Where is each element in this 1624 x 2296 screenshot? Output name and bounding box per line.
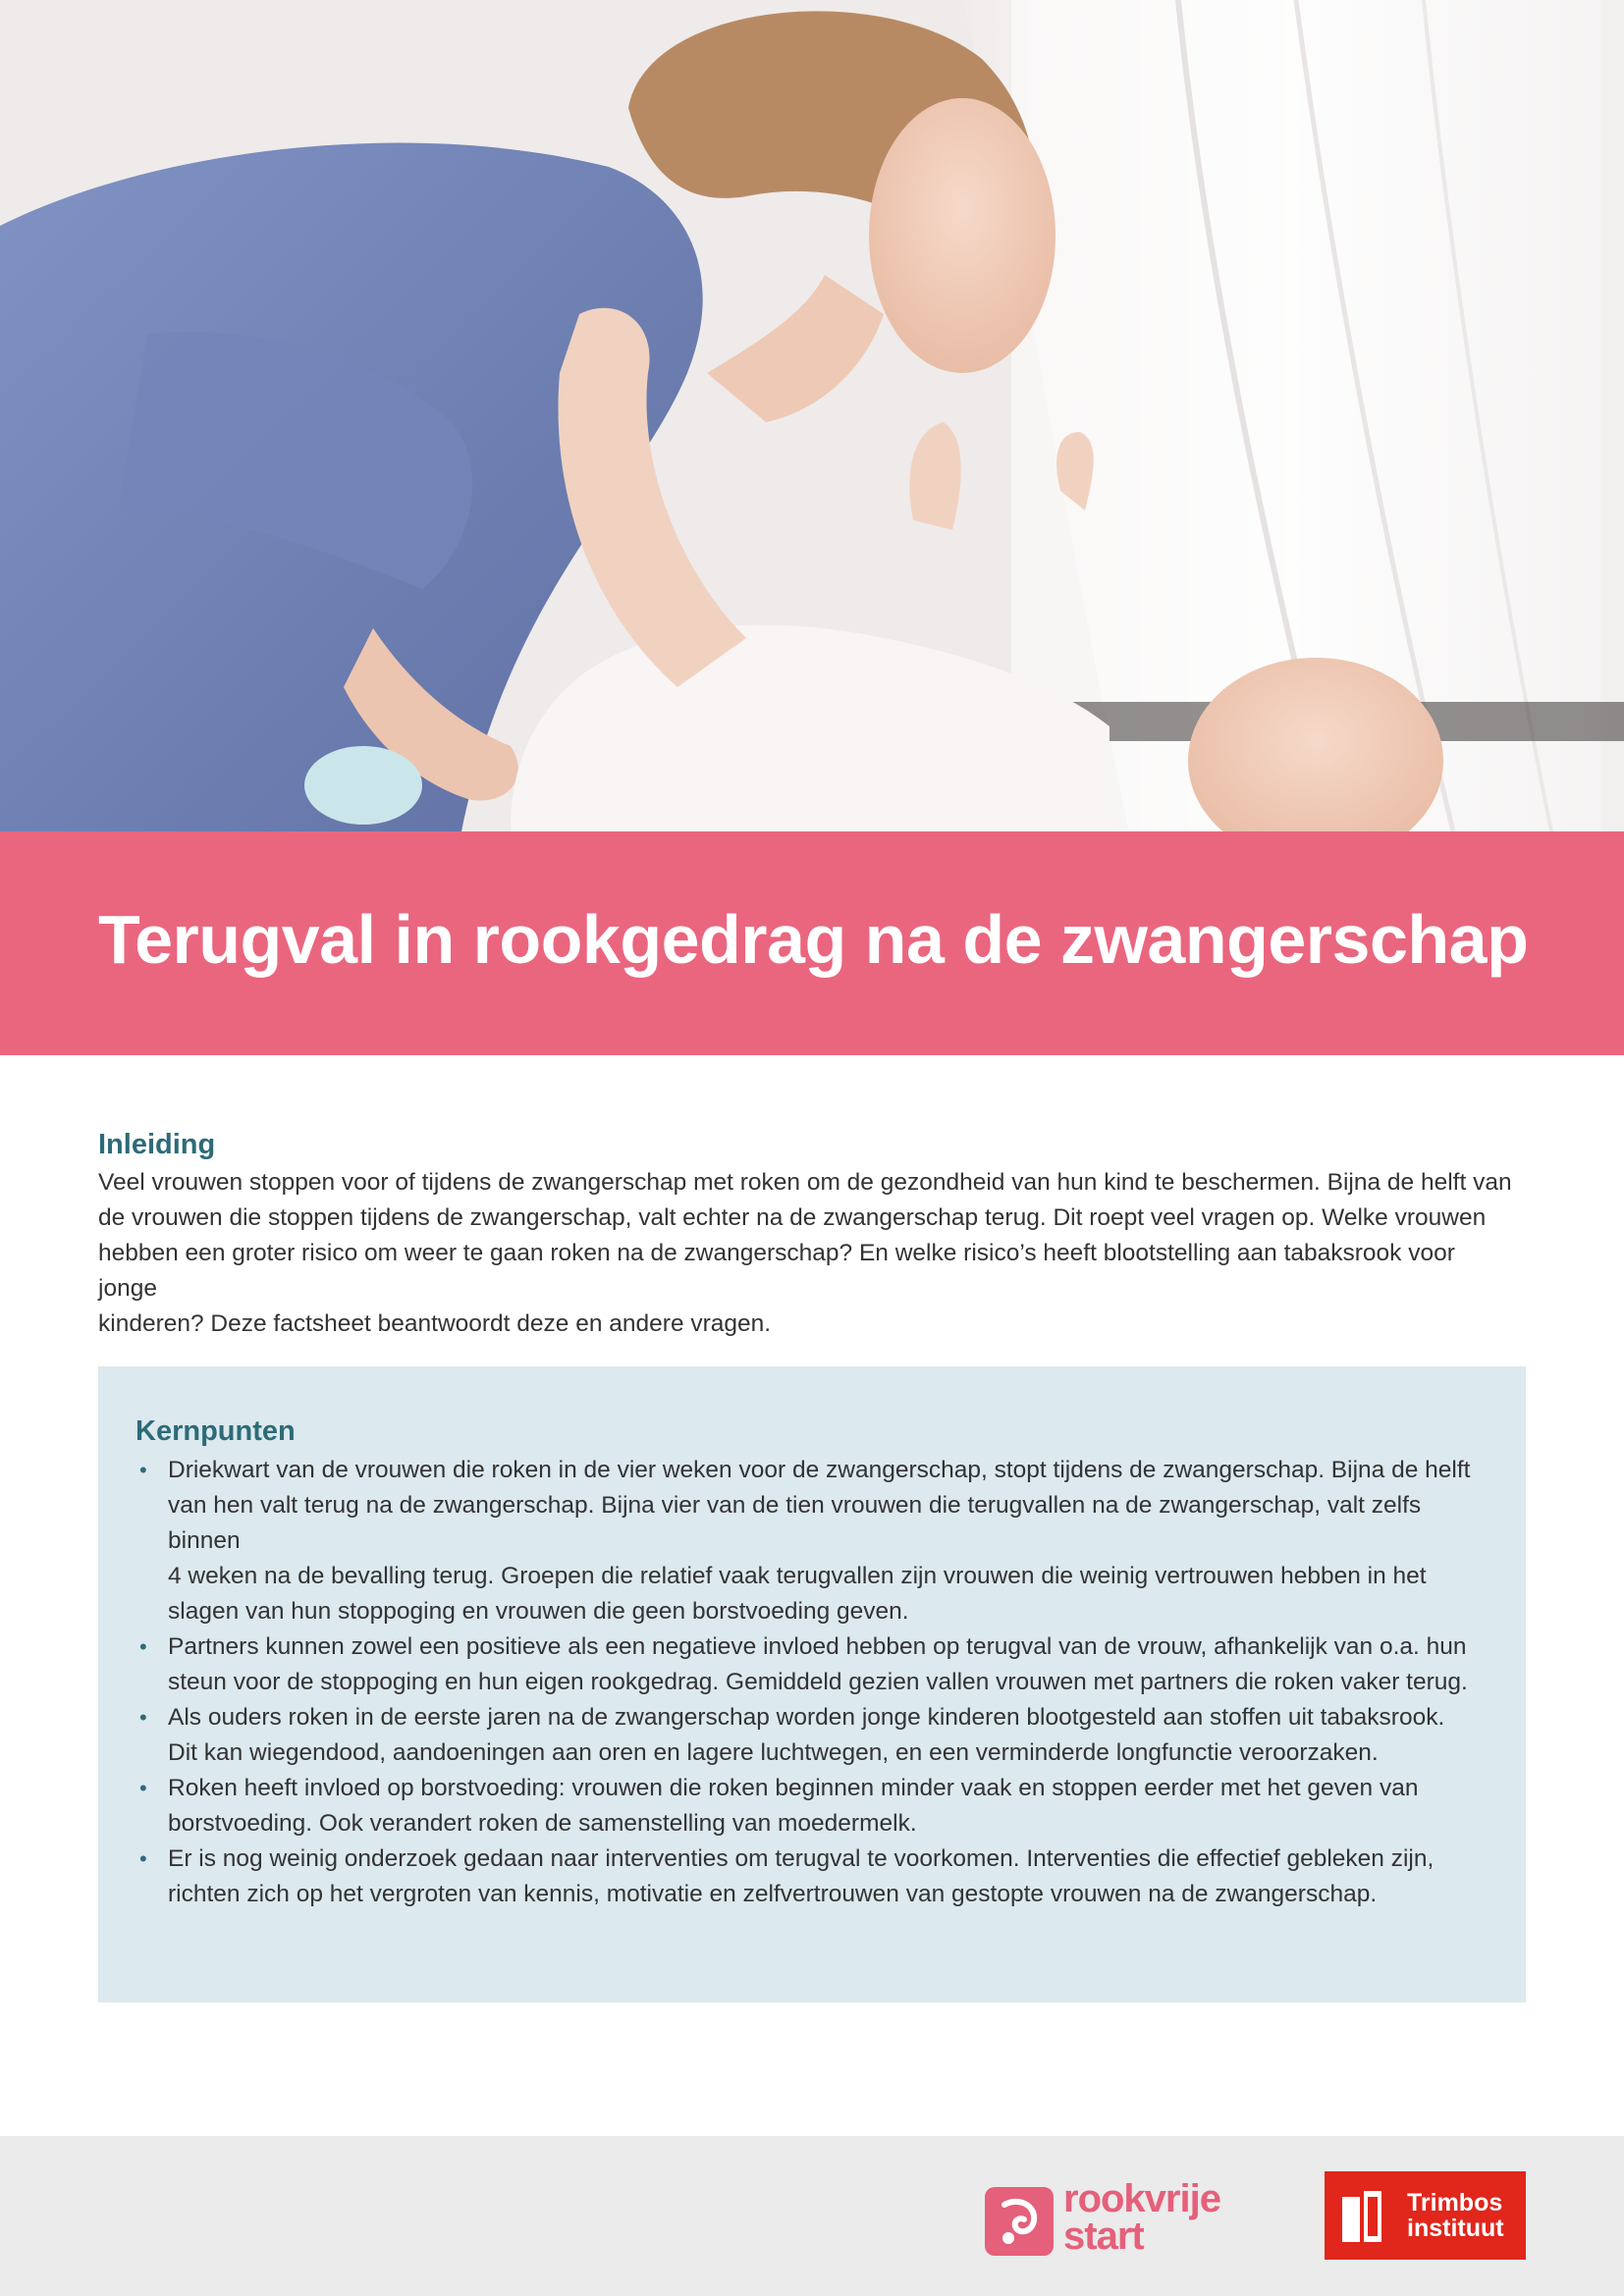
page-title: Terugval in rookgedrag na de zwangerschap xyxy=(98,901,1529,978)
kernpunt-item xyxy=(135,1629,1490,1700)
intro-line: de vrouwen die stoppen tijdens de zwangerschap, valt echter na de zwangerschap terug. Dit roept veel vragen op. Welke vrouwen xyxy=(98,1204,1487,1231)
bullet-icon: • xyxy=(139,1634,147,1659)
intro-section xyxy=(98,1129,1512,1342)
kernpunt-line: van hen valt terug na de zwangerschap. Bijna vier van de tien vrouwen die terugvallen na de zwangerschap, valt zelfs binnen xyxy=(168,1492,1422,1554)
kernpunten-heading: Kernpunten xyxy=(135,1415,296,1447)
kernpunten-box xyxy=(98,1366,1526,2002)
bullet-icon: • xyxy=(139,1458,147,1482)
rookvrije-start-logo xyxy=(985,2179,1260,2258)
start-logo-text: start xyxy=(1063,2215,1144,2258)
kernpunt-item xyxy=(135,1842,1490,1912)
kernpunt-line: Roken heeft invloed op borstvoeding: vrouwen die roken beginnen minder vaak en stoppen eerder met het geven van xyxy=(168,1775,1419,1801)
intro-line: Veel vrouwen stoppen voor of tijdens de zwangerschap met roken om de gezondheid van hun kind te beschermen. Bijna de helft van xyxy=(98,1169,1512,1196)
kernpunten-list xyxy=(135,1453,1490,1912)
kernpunt-line: slagen van hun stoppoging en vrouwen die geen borstvoeding geven. xyxy=(168,1598,909,1625)
kernpunt-line: borstvoeding. Ook verandert roken de samenstelling van moedermelk. xyxy=(168,1810,917,1837)
intro-paragraph xyxy=(98,1165,1512,1342)
kernpunt-line: Dit kan wiegendood, aandoeningen aan oren en lagere luchtwegen, en een verminderde longfunctie veroorzaken. xyxy=(168,1739,1379,1766)
bullet-icon: • xyxy=(139,1705,147,1730)
kernpunt-item xyxy=(135,1700,1490,1771)
footer xyxy=(0,2136,1624,2296)
rookvrije-logo-text: rookvrije xyxy=(1063,2177,1220,2220)
intro-line: hebben een groter risico om weer te gaan roken na de zwangerschap? En welke risico’s heeft blootstelling aan tabaksrook voor jonge xyxy=(98,1240,1455,1302)
intro-heading: Inleiding xyxy=(98,1129,216,1160)
kernpunt-line: Als ouders roken in de eerste jaren na de zwangerschap worden jonge kinderen blootgesteld aan stoffen uit tabaksrook. xyxy=(168,1704,1445,1731)
kernpunt-line: Partners kunnen zowel een positieve als een negatieve invloed hebben op terugval van de vrouw, afhankelijk van o.a. hun xyxy=(168,1633,1467,1660)
kernpunt-item xyxy=(135,1453,1490,1629)
trimbos-logo xyxy=(1325,2171,1526,2260)
instituut-logo-text: instituut xyxy=(1407,2215,1504,2242)
kernpunt-line: richten zich op het vergroten van kennis, motivatie en zelfvertrouwen van gestopte vrouwen na de zwangerschap. xyxy=(168,1881,1378,1907)
intro-line: kinderen? Deze factsheet beantwoordt deze en andere vragen. xyxy=(98,1310,772,1337)
kernpunt-line: steun voor de stoppoging en hun eigen rookgedrag. Gemiddeld gezien vallen vrouwen met partners die roken vaker terug. xyxy=(168,1669,1468,1695)
bullet-icon: • xyxy=(139,1846,147,1871)
hero-photo xyxy=(0,0,1624,831)
kernpunt-line: Er is nog weinig onderzoek gedaan naar interventies om terugval te voorkomen. Interventies die effectief gebleken zijn, xyxy=(168,1845,1435,1872)
trimbos-logo-icon xyxy=(1342,2191,1383,2242)
kernpunt-line: 4 weken na de bevalling terug. Groepen die relatief vaak terugvallen zijn vrouwen die weinig vertrouwen hebben in het xyxy=(168,1563,1427,1589)
title-band xyxy=(0,831,1624,1055)
bullet-icon: • xyxy=(139,1776,147,1800)
trimbos-logo-text: Trimbos xyxy=(1407,2189,1503,2216)
kernpunt-line: Driekwart van de vrouwen die roken in de vier weken voor de zwangerschap, stopt tijdens de zwangerschap. Bijna de helft xyxy=(168,1457,1471,1483)
rookvrije-start-logo-icon xyxy=(985,2187,1054,2256)
kernpunt-item xyxy=(135,1771,1490,1842)
hero-illustration xyxy=(0,0,1624,831)
